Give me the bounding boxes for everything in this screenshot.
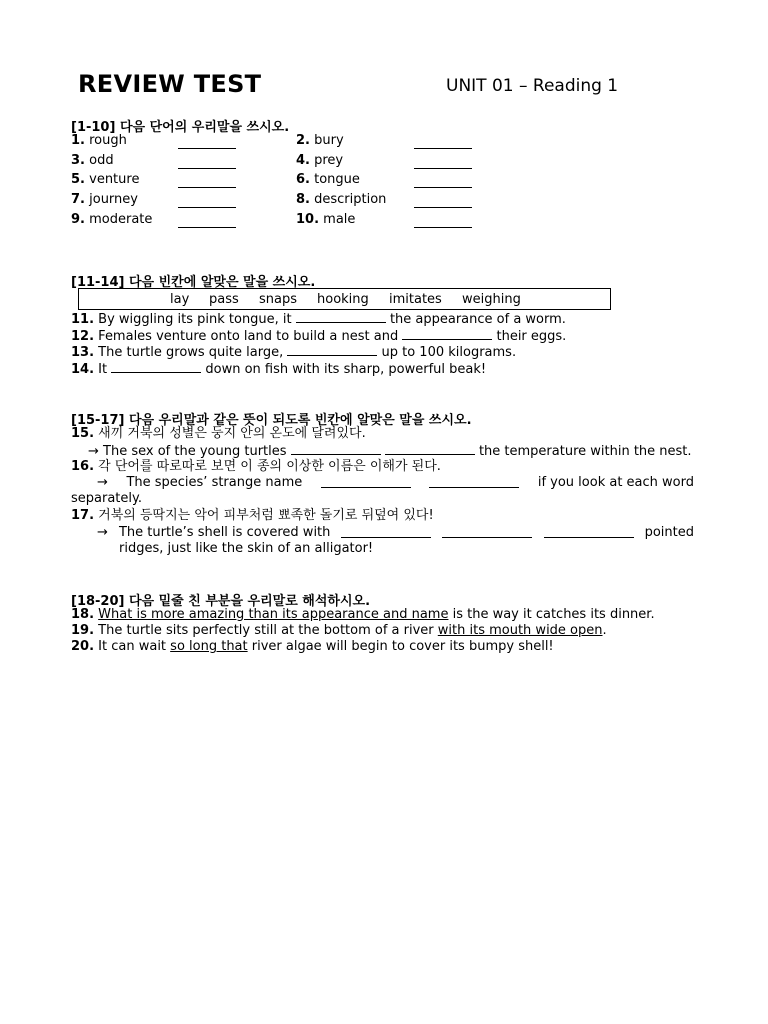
answer-blank[interactable]	[111, 360, 201, 373]
answer-blank[interactable]	[414, 147, 472, 149]
word-bank-item: imitates	[389, 292, 442, 307]
word-bank-item: snaps	[259, 292, 298, 307]
underlined-phrase: with its mouth wide open	[437, 623, 603, 638]
question-17-korean: 17. 거북의 등딱지는 악어 피부처럼 뾰족한 돌기로 뒤덮여 있다!	[71, 508, 434, 523]
word-bank-item: weighing	[462, 292, 521, 307]
question-16-english: → The species’ strange name if you look at each word	[97, 475, 694, 490]
unit-label: UNIT 01 – Reading 1	[446, 76, 619, 96]
question-20: 20. It can wait so long that river algae will begin to cover its bumpy shell!	[71, 639, 554, 654]
vocab-item: 7. journey	[71, 192, 138, 207]
question-15-english: → The sex of the young turtles the temperature within the nest.	[88, 444, 692, 459]
word-bank-item: lay	[170, 292, 190, 307]
answer-blank[interactable]	[414, 226, 472, 228]
vocab-item: 3. odd	[71, 153, 114, 168]
vocab-item: 6. tongue	[296, 172, 360, 187]
answer-blank[interactable]	[414, 206, 472, 208]
answer-blank[interactable]	[414, 167, 472, 169]
answer-blank[interactable]	[414, 186, 472, 188]
section-heading-interpret: [18-20] 다음 밑줄 친 부분을 우리말로 해석하시오.	[71, 594, 371, 609]
answer-blank[interactable]	[442, 525, 532, 538]
answer-blank[interactable]	[287, 343, 377, 356]
question-11: 11. By wiggling its pink tongue, it the appearance of a worm.	[71, 312, 566, 327]
question-17-english: → The turtle’s shell is covered with pointed	[97, 525, 694, 540]
question-14: 14. It down on fish with its sharp, powerful beak!	[71, 362, 487, 377]
arrow-icon: →	[97, 475, 108, 490]
vocab-item: 8. description	[296, 192, 387, 207]
question-12: 12. Females venture onto land to build a nest and their eggs.	[71, 329, 567, 344]
word-bank-item: hooking	[317, 292, 369, 307]
answer-blank[interactable]	[178, 206, 236, 208]
question-17-continuation: ridges, just like the skin of an alligator!	[119, 541, 374, 556]
word-bank	[78, 288, 611, 310]
answer-blank[interactable]	[544, 525, 634, 538]
answer-blank[interactable]	[321, 475, 411, 488]
underlined-phrase: What is more amazing than its appearance and name	[98, 607, 449, 622]
answer-blank[interactable]	[402, 327, 492, 340]
answer-blank[interactable]	[178, 186, 236, 188]
word-bank-item: pass	[209, 292, 239, 307]
vocab-item: 10. male	[296, 212, 356, 227]
answer-blank[interactable]	[178, 167, 236, 169]
section-heading-fill-blank: [11-14] 다음 빈칸에 알맞은 말을 쓰시오.	[71, 275, 316, 290]
answer-blank[interactable]	[429, 475, 519, 488]
underlined-phrase: so long that	[170, 639, 248, 654]
question-15-korean: 15. 새끼 거북의 성별은 둥지 안의 온도에 달려있다.	[71, 426, 366, 441]
vocab-item: 4. prey	[296, 153, 344, 168]
answer-blank[interactable]	[178, 226, 236, 228]
section-heading-vocab: [1-10] 다음 단어의 우리말을 쓰시오.	[71, 120, 290, 135]
question-13: 13. The turtle grows quite large, up to 100 kilograms.	[71, 345, 517, 360]
vocab-item: 2. bury	[296, 133, 344, 148]
answer-blank[interactable]	[385, 442, 475, 455]
answer-blank[interactable]	[178, 147, 236, 149]
page-title: REVIEW TEST	[78, 70, 262, 98]
arrow-icon: →	[97, 525, 108, 540]
section-heading-translation-fill: [15-17] 다음 우리말과 같은 뜻이 되도록 빈칸에 알맞은 말을 쓰시오.	[71, 413, 472, 428]
vocab-item: 5. venture	[71, 172, 140, 187]
answer-blank[interactable]	[291, 442, 381, 455]
vocab-item: 1. rough	[71, 133, 127, 148]
answer-blank[interactable]	[341, 525, 431, 538]
arrow-icon: →	[88, 444, 99, 459]
question-18: 18. What is more amazing than its appearance and name is the way it catches its dinner.	[71, 607, 655, 622]
question-16-continuation: separately.	[71, 491, 142, 506]
answer-blank[interactable]	[296, 310, 386, 323]
question-19: 19. The turtle sits perfectly still at the bottom of a river with its mouth wide open.	[71, 623, 607, 638]
vocab-item: 9. moderate	[71, 212, 153, 227]
question-16-korean: 16. 각 단어를 따로따로 보면 이 종의 이상한 이름은 이해가 된다.	[71, 459, 441, 474]
